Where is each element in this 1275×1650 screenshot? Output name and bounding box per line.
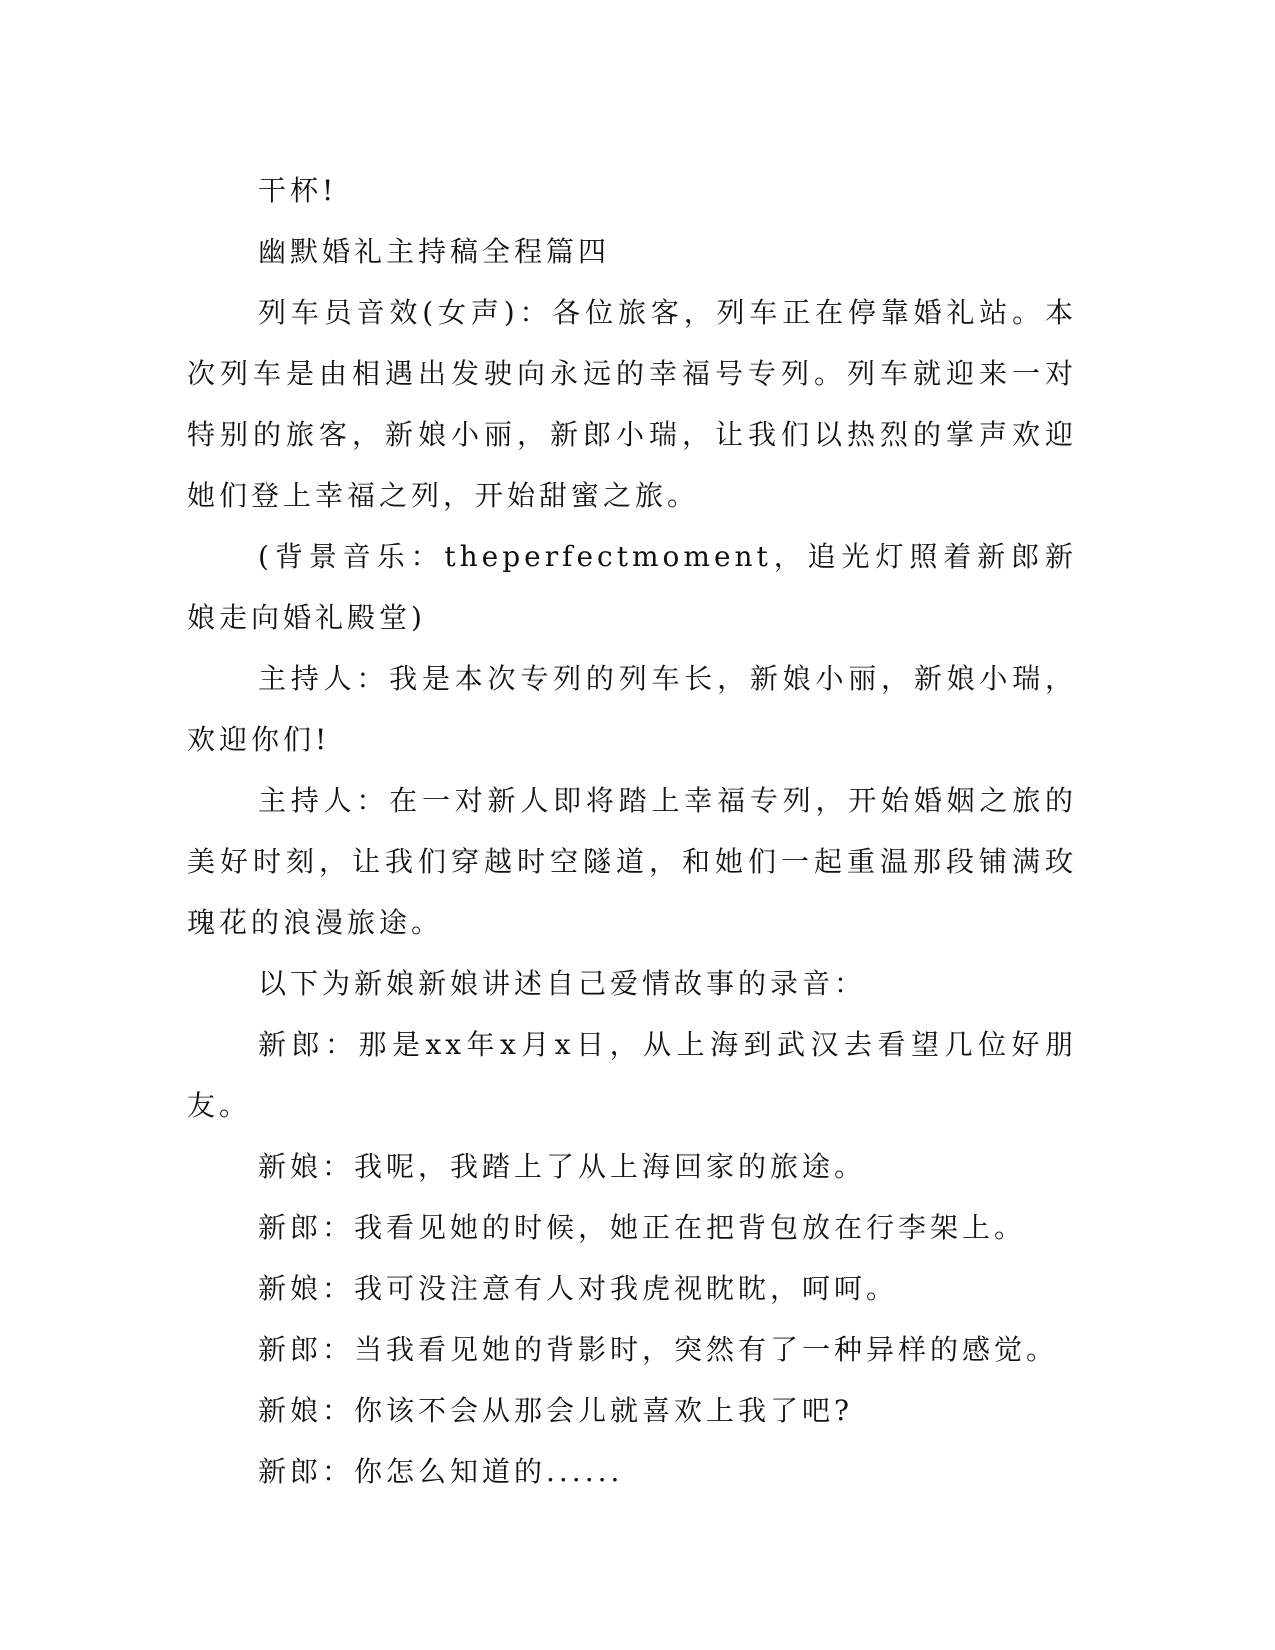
document-body [187, 160, 1077, 1502]
paragraph-recording-intro: 以下为新娘新娘讲述自己爱情故事的录音： [258, 967, 867, 1000]
paragraph-announcement: 列车员音效(女声)：各位旅客，列车正在停靠婚礼站。本次列车是由相遇出发驶向永远的幸福号专列。列车就迎来一对特别的旅客，新娘小丽，新郎小瑞，让我们以热烈的掌声欢迎她们登上幸福之列，开始甜蜜之旅。 [187, 296, 1077, 512]
paragraph-stage-direction: (背景音乐：theperfectmoment，追光灯照着新郎新娘走向婚礼殿堂) [187, 540, 1077, 634]
section-heading: 幽默婚礼主持稿全程篇四 [258, 235, 611, 268]
dialogue-line: 新郎：当我看见她的背影时，突然有了一种异样的感觉。 [258, 1333, 1059, 1366]
dialogue-line: 新娘：我可没注意有人对我虎视眈眈，呵呵。 [258, 1272, 899, 1305]
dialogue-line: 新郎：你怎么知道的...... [258, 1455, 624, 1488]
paragraph-host-welcome: 主持人：我是本次专列的列车长，新娘小丽，新娘小瑞，欢迎你们! [187, 662, 1077, 756]
dialogue-line: 新娘：我呢，我踏上了从上海回家的旅途。 [258, 1150, 867, 1183]
paragraph-host-intro: 主持人：在一对新人即将踏上幸福专列，开始婚姻之旅的美好时刻，让我们穿越时空隧道，和她们一起重温那段铺满玫瑰花的浪漫旅途。 [187, 784, 1077, 939]
paragraph-toast: 干杯! [258, 174, 338, 207]
dialogue-line: 新郎：那是xx年x月x日，从上海到武汉去看望几位好朋友。 [187, 1028, 1077, 1122]
dialogue-line: 新娘：你该不会从那会儿就喜欢上我了吧? [258, 1394, 854, 1427]
dialogue-line: 新郎：我看见她的时候，她正在把背包放在行李架上。 [258, 1211, 1027, 1244]
